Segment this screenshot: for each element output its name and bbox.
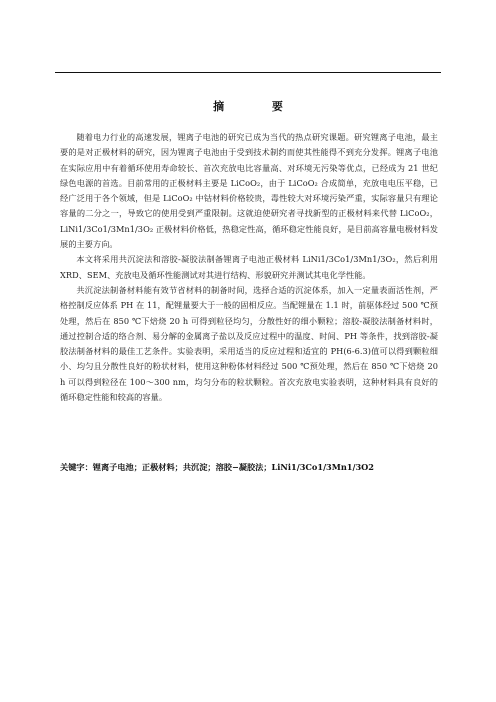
keywords-line: 关键字：锂离子电池；正极材料；共沉淀；溶胶−凝胶法；LiNi1/3Co1/3Mn1/3O2 bbox=[60, 462, 374, 472]
abstract-paragraph-3: 共沉淀法制备材料能有效节省材料的制备时间，选择合适的沉淀体系，加入一定量表面活性剂，严格控制反应体系 PH 在 11，配锂量要大于一般的固相反应。当配锂量在 1.1 时，前驱体经过 500 ℃预处理，然后在 850 ℃下焙烧 20 h 可得到粒径均匀，分散性好的细小颗粒；溶胶-凝胶法制备材料时，通过控制合适的络合剂、易分解的金属离子盐以及反应过程中的温度、时间、PH 等条件，找到溶胶-凝胶法制备材料的最佳工艺条件。实验表明，采用适当的反应过程和适宜的 PH(6-6.3)值可以得到颗粒细小、均匀且分散性良好的粉状材料，使用这种粉体材料经过 500 ℃预处理，然后在 850 ℃下焙烧 20 h 可以得到粒径在 100～300 nm，均匀分布的粒状颗粒。首次充放电实验表明，这种材料具有良好的循环稳定性能和较高的容量。 bbox=[60, 284, 438, 403]
abstract-paragraph-1: 随着电力行业的高速发展，锂离子电池的研究已成为当代的热点研究课题。研究锂离子电池，最主要的是对正极材料的研究，因为锂离子电池由于受到技术制约而使其性能得不到充分发挥。锂离子电池在实际应用中有着循环使用寿命较长、首次充放电比容量高、对环境无污染等优点，已经成为 21 世纪绿色电源的首选。目前常用的正极材料主要是 LiCoO₂，由于 LiCoO₂ 合成简单，充放电电压平稳，已经广泛用于各个领域，但是 LiCoO₂ 中钴材料价格较贵，毒性较大对环境污染严重，实际容量只有理论容量的二分之一，导致它的使用受到严重限制。这就迫使研究者寻找新型的正极材料来代替 LiCoO₂，LiNi1/3Co1/3Mn1/3O₂ 正极材料价格低，热稳定性高，循环稳定性能良好，是目前高容量电极材料发展的主要方向。 bbox=[60, 132, 438, 250]
header-rule bbox=[55, 72, 441, 73]
abstract-paragraph-2: 本文将采用共沉淀法和溶胶-凝胶法制备锂离子电池正极材料 LiNi1/3Co1/3Mn1/3O₂，然后利用 XRD、SEM、充放电及循环性能测试对其进行结构、形貌研究并测试其电化学性能。 bbox=[60, 254, 438, 280]
abstract-body bbox=[60, 130, 438, 405]
page-title: 摘 要 bbox=[213, 100, 305, 113]
